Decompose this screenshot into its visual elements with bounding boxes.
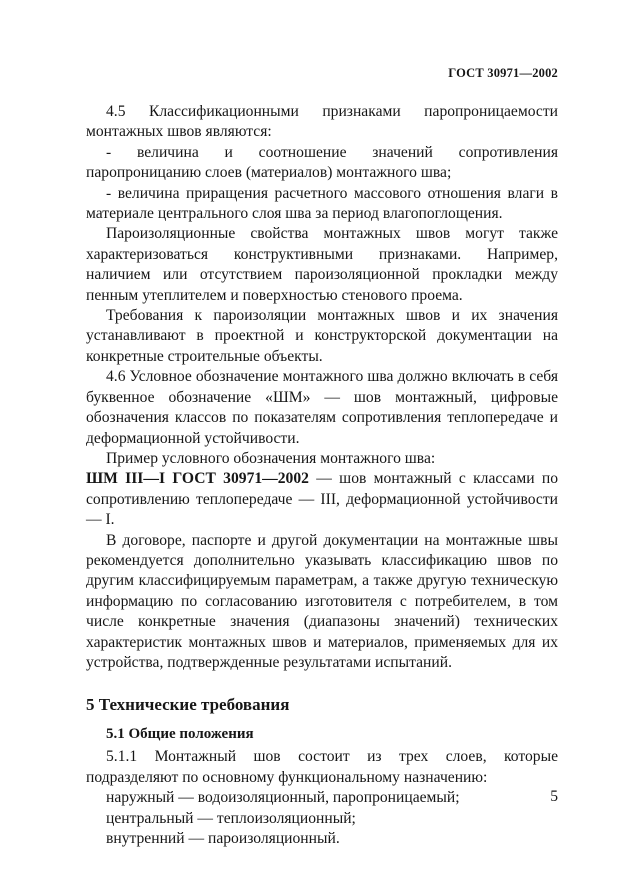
page-number: 5 <box>550 788 558 805</box>
layer-inner: внутренний — пароизоляционный. <box>106 830 340 847</box>
paragraph-example-designation <box>86 469 558 530</box>
list-item-moisture-increment: - величина приращения расчетного массового отношения влаги в материале центрального слоя шва за период влагопоглощения. <box>86 184 558 223</box>
section-heading-5: 5 Технические требования <box>86 695 290 715</box>
layer-central: центральный — теплоизоляционный; <box>106 809 356 827</box>
list-item-vapor-resistance: - величина и соотношение значений сопротивления паропроницанию слоев (материалов) монтажного шва; <box>86 143 558 182</box>
subsection-heading-5-1: 5.1 Общие положения <box>106 726 254 743</box>
page-header-doc-code: ГОСТ 30971—2002 <box>448 66 558 80</box>
paragraph-5-1-1: 5.1.1 Монтажный шов состоит из трех слоев, которые подразделяют по основному функциональному назначению: <box>86 748 558 786</box>
paragraph-4-6: 4.6 Условное обозначение монтажного шва должно включать в себя буквенное обозначение «ШМ» — шов монтажный, цифровые обозначения классов по показателям сопротивления теплопередаче и деформационной устойчивости. <box>86 368 558 447</box>
paragraph-vapor-properties: Пароизоляционные свойства монтажных швов могут также характеризоваться конструктивными признаками. Например, наличием или отсутствием пароизоляционной прокладки между пенным утеплителем и поверхностью стенового проема. <box>86 225 558 304</box>
designation-code: ШМ III—I ГОСТ 30971—2002 <box>86 470 309 488</box>
designation-description: — шов монтажный с классами по сопротивлению теплопередаче — III, деформационной устойчивости — I. <box>86 470 559 529</box>
paragraph-example-intro: Пример условного обозначения монтажного шва: <box>106 449 436 467</box>
paragraph-contract-info: В договоре, паспорте и другой документации на монтажные швы рекомендуется дополнительно указывать классификацию швов по другим классифицируемым параметрам, а также другую техническую информацию по согласованию изготовителя с потребителем, в том числе конкретные значения (диапазоны значений) технических характеристик монтажных швов и материалов, применяемых для их устройства, подтвержденные результатами испытаний. <box>86 531 558 671</box>
paragraph-4-5: 4.5 Классификационными признаками паропроницаемости монтажных швов являются: <box>86 103 558 141</box>
paragraph-vapor-requirements: Требования к пароизоляции монтажных швов и их значения устанавливают в проектной и конструкторской документации на конкретные строительные объекты. <box>86 307 558 365</box>
body-text <box>86 102 558 849</box>
layer-outer: наружный — водоизоляционный, паропроницаемый; <box>106 789 460 807</box>
